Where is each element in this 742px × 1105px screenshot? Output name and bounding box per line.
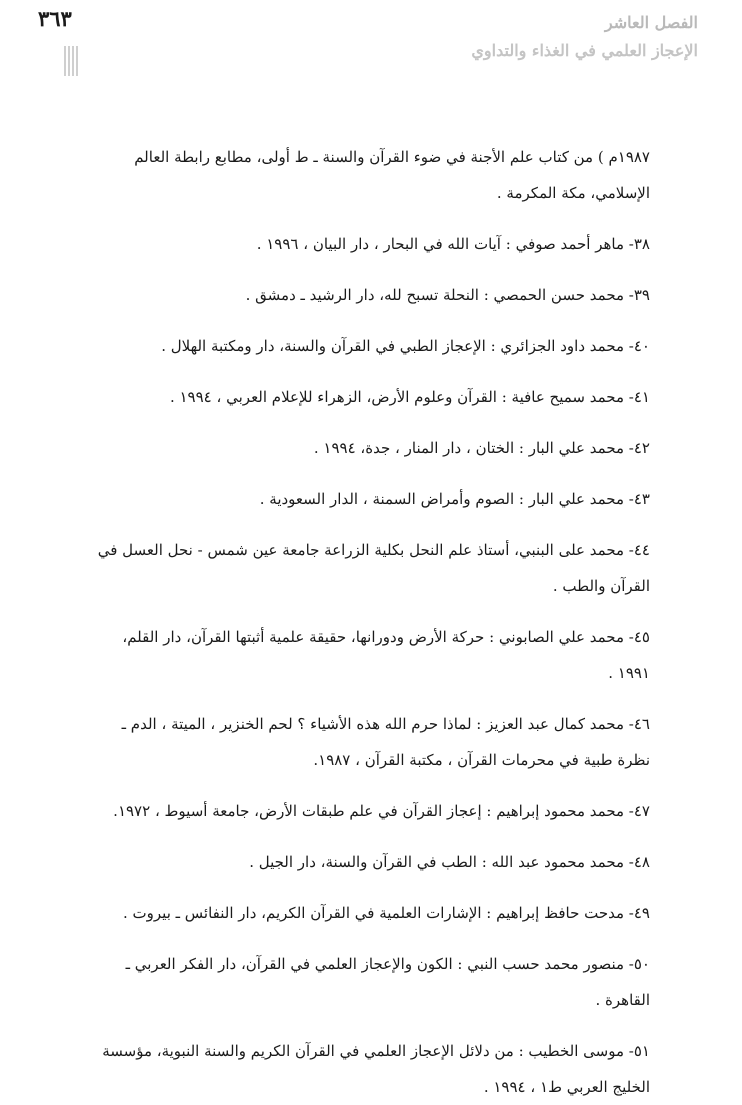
- spacer: [86, 466, 650, 481]
- reference-entry: ٤٤- محمد على البنبي، أستاذ علم النحل بكلية الزراعة جامعة عين شمس - نحل العسل في القرآن والطب .: [97, 541, 650, 595]
- reference-entry: ١٩٨٧م ) من كتاب علم الأجنة في ضوء القرآن والسنة ـ ط أولى، مطابع رابطة العالم الإسلامي، مكة المكرمة .: [134, 148, 650, 202]
- chapter-title: الفصل العاشر: [604, 13, 698, 32]
- reference-entry: ٤٥- محمد علي الصابوني : حركة الأرض ودورانها، حقيقة علمية أثبتها القرآن، دار القلم، ١٩٩١ .: [122, 628, 650, 682]
- reference-entry: ٤١- محمد سميح عافية : القرآن وعلوم الأرض، الزهراء للإعلام العربي ، ١٩٩٤ .: [169, 388, 650, 406]
- spacer: [86, 313, 650, 328]
- spacer: [86, 364, 650, 379]
- spacer: [86, 517, 650, 532]
- reference-entry: ٤٢- محمد علي البار : الختان ، دار المنار ، جدة، ١٩٩٤ .: [313, 439, 650, 457]
- reference-entry: ٤٨- محمد محمود عبد الله : الطب في القرآن والسنة، دار الجيل .: [249, 853, 650, 871]
- header-ornament: [64, 46, 78, 76]
- spacer: [86, 604, 650, 619]
- page-header: [0, 0, 742, 100]
- chapter-heading: [471, 12, 698, 64]
- spacer: [86, 262, 650, 277]
- spacer: [86, 829, 650, 844]
- spacer: [86, 880, 650, 895]
- spacer: [86, 778, 650, 793]
- spacer: [86, 691, 650, 706]
- reference-entry: ٣٩- محمد حسن الحمصي : النحلة تسبح لله، دار الرشيد ـ دمشق .: [245, 286, 650, 304]
- chapter-subtitle: الإعجاز العلمي في الغذاء والتداوي: [471, 41, 698, 60]
- spacer: [86, 211, 650, 226]
- reference-entry: ٣٨- ماهر أحمد صوفي : آيات الله في البحار ، دار البيان ، ١٩٩٦ .: [256, 235, 650, 253]
- spacer: [86, 931, 650, 946]
- spacer: [86, 1018, 650, 1033]
- reference-entry: ٥٠- منصور محمد حسب النبي : الكون والإعجاز العلمي في القرآن، دار الفكر العربي ـ القاهرة .: [125, 955, 650, 1009]
- reference-entry: ٤٦- محمد كمال عبد العزيز : لماذا حرم الله هذه الأشياء ؟ لحم الخنزير ، الميتة ، الدم ـ نظرة طبية في محرمات القرآن ، مكتبة القرآن ، ١٩٨٧.: [121, 715, 650, 769]
- reference-entry: ٤٧- محمد محمود إبراهيم : إعجاز القرآن في علم طبقات الأرض، جامعة أسيوط ، ١٩٧٢.: [113, 802, 650, 820]
- reference-entry: ٤٠- محمد داود الجزائري : الإعجاز الطبي في القرآن والسنة، دار ومكتبة الهلال .: [161, 337, 650, 355]
- reference-entry: ٥١- موسى الخطيب : من دلائل الإعجاز العلمي في القرآن الكريم والسنة النبوية، مؤسسة الخليج العربي ط١ ، ١٩٩٤ .: [102, 1042, 650, 1096]
- page-number: ٣٦٣: [38, 6, 72, 31]
- spacer: [86, 415, 650, 430]
- bibliography-list: [86, 139, 650, 1105]
- reference-entry: ٤٣- محمد علي البار : الصوم وأمراض السمنة ، الدار السعودية .: [259, 490, 650, 508]
- reference-entry: ٤٩- مدحت حافظ إبراهيم : الإشارات العلمية في القرآن الكريم، دار النفائس ـ بيروت .: [122, 904, 650, 922]
